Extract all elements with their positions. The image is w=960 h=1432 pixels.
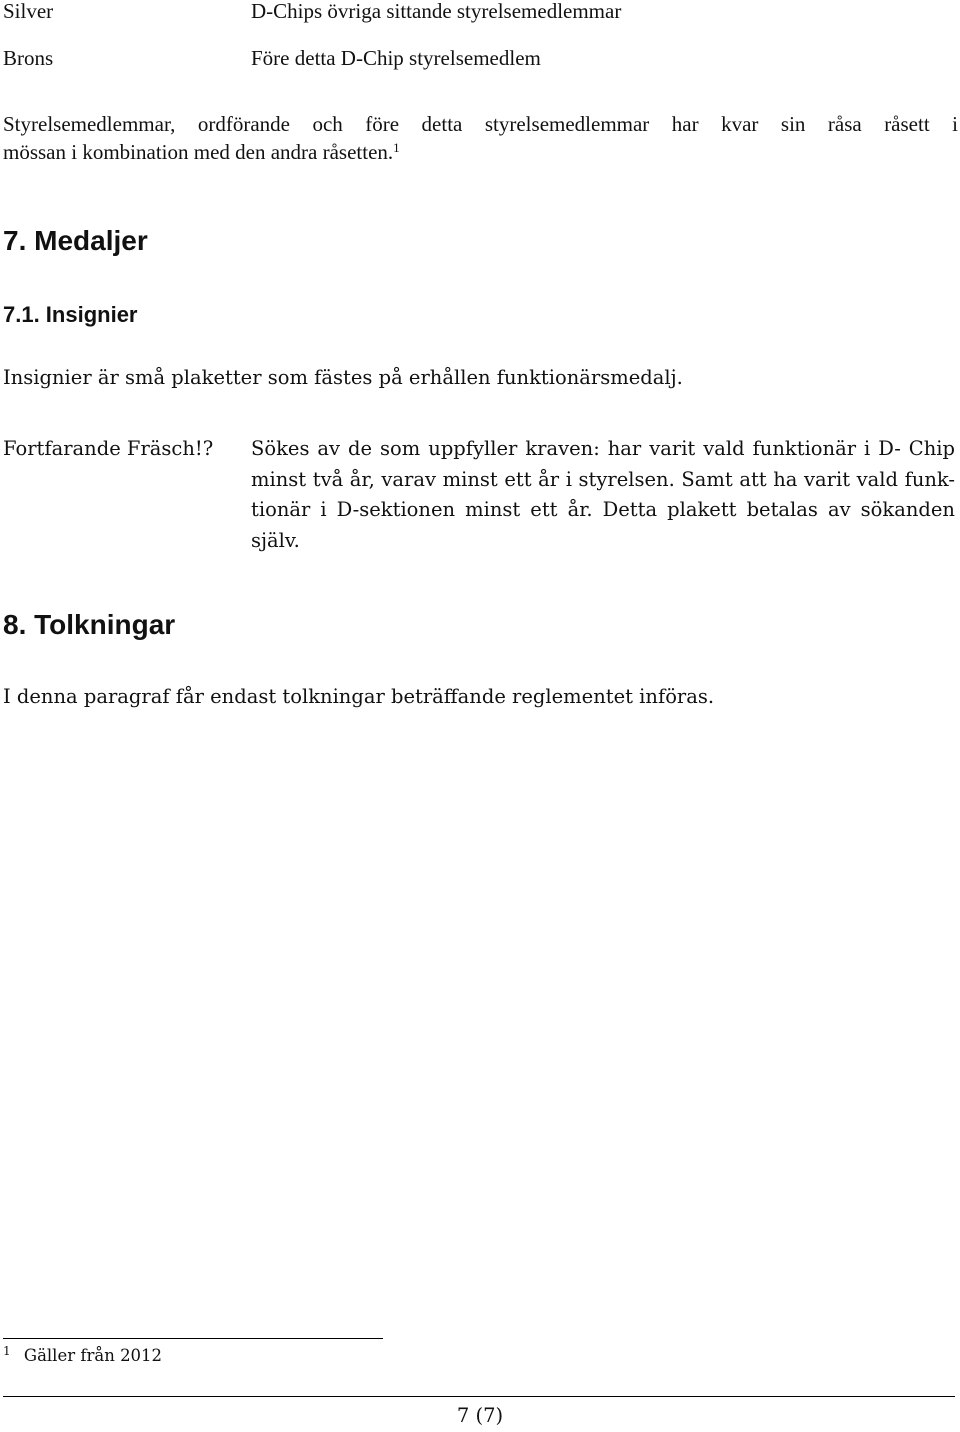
medal-label-silver: Silver bbox=[3, 0, 54, 23]
insignia-term: Fortfarande Fräsch!? bbox=[3, 437, 214, 460]
footnote bbox=[3, 1346, 162, 1365]
footnote-number: 1 bbox=[3, 1344, 11, 1358]
medal-description-silver: D-Chips övriga sittande styrelsemedlemmar bbox=[251, 0, 622, 23]
hats-paragraph-line2-text: mössan i kombination med den andra råsetten. bbox=[3, 140, 394, 164]
medal-description-brons: Före detta D-Chip styrelsemedlem bbox=[251, 46, 541, 70]
footnote-rule bbox=[3, 1338, 383, 1339]
footnote-reference[interactable]: 1 bbox=[393, 140, 400, 155]
hats-paragraph-line1: Styrelsemedlemmar, ordförande och före detta styrelsemedlemmar har kvar sin råsa råsett i bbox=[3, 112, 958, 136]
page-number: 7 (7) bbox=[456, 1404, 504, 1427]
insignia-description-line: minst två år, varav minst ett år i styrelsen. Samt att ha varit vald funk- bbox=[251, 467, 955, 491]
medal-label-brons: Brons bbox=[3, 46, 54, 70]
insignia-description bbox=[251, 434, 955, 556]
section-8-text: I denna paragraf får endast tolkningar beträffande reglementet införas. bbox=[3, 685, 715, 708]
footer-rule bbox=[3, 1396, 955, 1397]
insignia-description-line: själv. bbox=[251, 528, 300, 552]
insignier-intro: Insignier är små plaketter som fästes på erhållen funktionärsmedalj. bbox=[3, 366, 683, 389]
section-8-heading: 8. Tolkningar bbox=[3, 609, 176, 640]
section-7-1-heading: 7.1. Insignier bbox=[3, 302, 138, 327]
hats-paragraph-line2 bbox=[3, 138, 400, 166]
insignia-description-line: tionär i D-sektionen minst ett år. Detta plakett betalas av sökanden bbox=[251, 498, 955, 521]
insignia-description-line: Sökes av de som uppfyller kraven: har varit vald funktionär i D- Chip bbox=[251, 437, 955, 460]
footnote-text: Gäller från 2012 bbox=[23, 1346, 163, 1365]
section-7-heading: 7. Medaljer bbox=[3, 225, 148, 256]
